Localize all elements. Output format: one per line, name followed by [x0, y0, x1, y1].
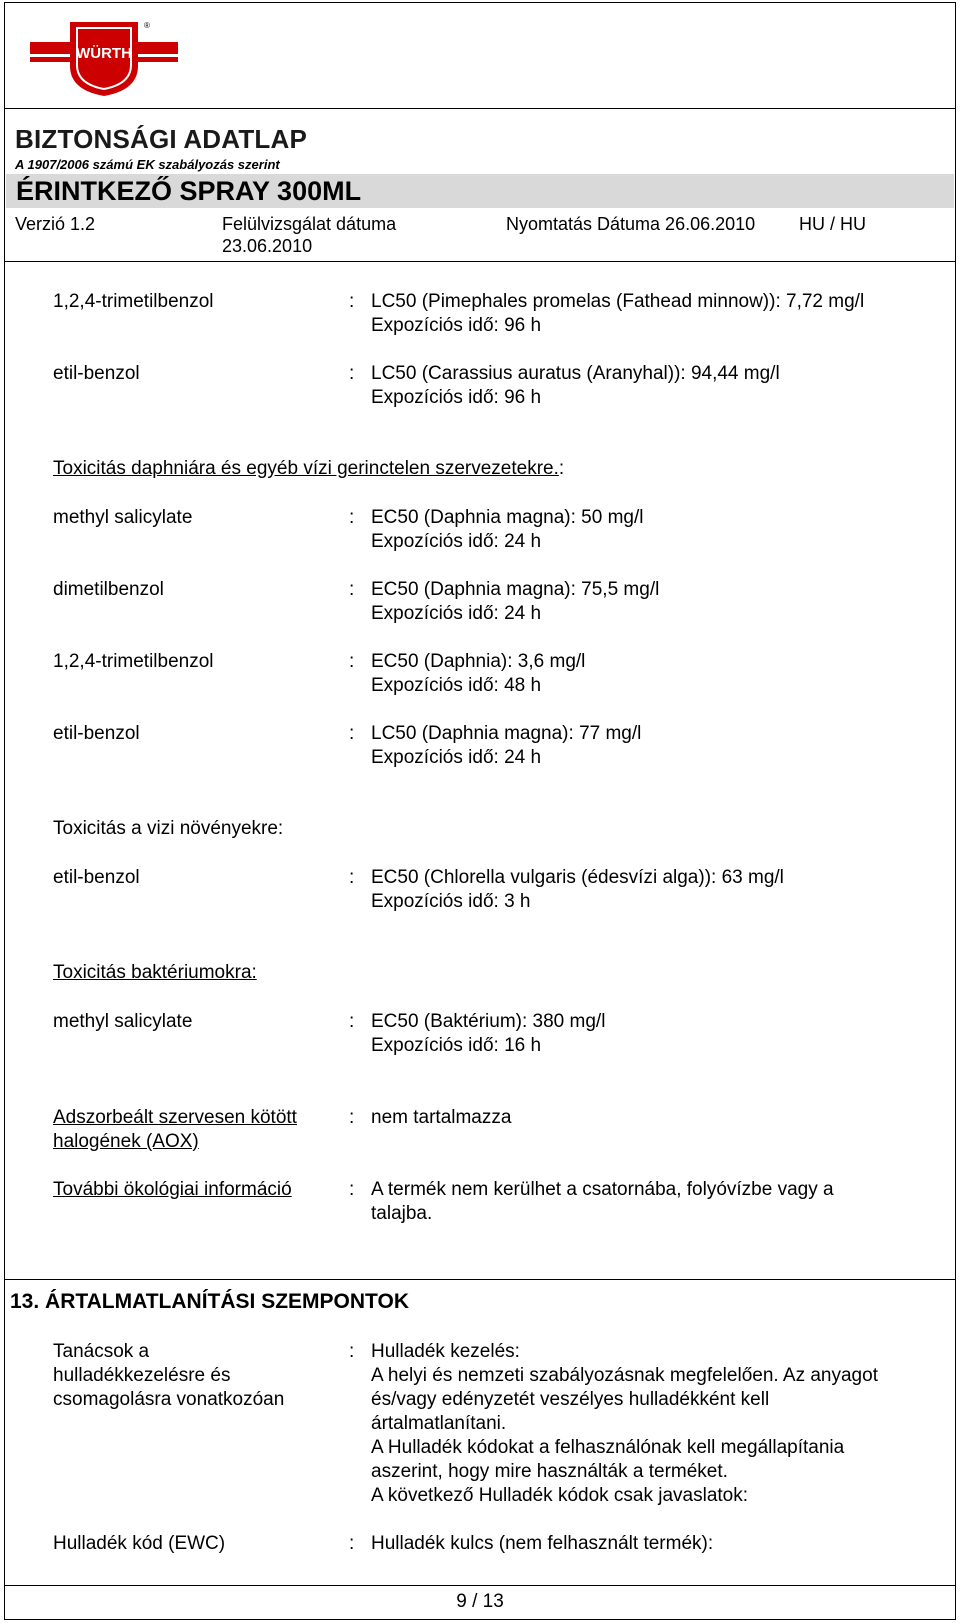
exposure-time: Expozíciós idő: 96 h — [371, 315, 542, 336]
waste-code-label: Hulladék kód (EWC) — [53, 1533, 226, 1554]
substance-name: etil-benzol — [53, 867, 140, 888]
toxicity-value: EC50 (Baktérium): 380 mg/l — [371, 1011, 606, 1032]
substance-name: 1,2,4-trimetilbenzol — [53, 291, 214, 312]
section-divider — [4, 1279, 956, 1280]
exposure-time: Expozíciós idő: 24 h — [371, 531, 542, 552]
toxicity-value: LC50 (Pimephales promelas (Fathead minnow)): 7,72 mg/l — [371, 291, 865, 312]
substance-name: methyl salicylate — [53, 507, 193, 528]
revision-label: Felülvizsgálat dátuma — [222, 214, 397, 234]
separator-colon: : — [349, 867, 355, 888]
toxicity-value: EC50 (Daphnia magna): 50 mg/l — [371, 507, 644, 528]
meta-divider — [4, 261, 956, 262]
svg-text:WÜRTH: WÜRTH — [76, 45, 132, 62]
separator-colon: : — [349, 507, 355, 528]
advice-value-line: és/vagy edényzetét veszélyes hulladékként kell — [371, 1389, 770, 1410]
exposure-time: Expozíciós idő: 48 h — [371, 675, 542, 696]
daphnia-heading-text: Toxicitás daphniára és egyéb vízi gerinctelen szervezetekre. — [53, 458, 559, 479]
waste-code-value: Hulladék kulcs (nem felhasznált termék): — [371, 1533, 714, 1554]
document-title: BIZTONSÁGI ADATLAP — [15, 124, 307, 154]
advice-value-line: A Hulladék kódokat a felhasználónak kell megállapítania — [371, 1437, 845, 1458]
separator-colon: : — [349, 1341, 355, 1362]
print-date: Nyomtatás Dátuma 26.06.2010 — [506, 214, 756, 234]
toxicity-value: EC50 (Chlorella vulgaris (édesvízi alga)): 63 mg/l — [371, 867, 784, 888]
advice-value-line: A következő Hulladék kódok csak javaslatok: — [371, 1485, 749, 1506]
toxicity-value: EC50 (Daphnia magna): 75,5 mg/l — [371, 579, 660, 600]
product-name-bar — [6, 174, 954, 208]
advice-value-line: aszerint, hogy mire használták a terméket. — [371, 1461, 728, 1482]
daphnia-heading — [53, 458, 564, 480]
page-number: 9 / 13 — [456, 1591, 504, 1612]
advice-value-line: A helyi és nemzeti szabályozásnak megfelelően. Az anyagot — [371, 1365, 878, 1386]
eco-info-value-line1: A termék nem kerülhet a csatornába, folyóvízbe vagy a — [371, 1179, 834, 1200]
advice-label-line: csomagolásra vonatkozóan — [53, 1389, 285, 1410]
version: Verzió 1.2 — [15, 214, 96, 234]
svg-text:®: ® — [144, 21, 150, 30]
exposure-time: Expozíciós idő: 3 h — [371, 891, 531, 912]
footer-divider — [4, 1585, 956, 1586]
aox-label-line1: Adszorbeált szervesen kötött — [53, 1107, 297, 1128]
bacteria-heading: Toxicitás baktériumokra: — [53, 962, 257, 983]
separator-colon: : — [349, 723, 355, 744]
separator-colon: : — [349, 291, 355, 312]
advice-label-line: hulladékkezelésre és — [53, 1365, 231, 1386]
separator-colon: : — [349, 579, 355, 600]
section-13-title: 13. ÁRTALMATLANÍTÁSI SZEMPONTOK — [10, 1290, 409, 1313]
revision-date: 23.06.2010 — [222, 236, 313, 256]
eco-info-value-line2: talajba. — [371, 1203, 433, 1224]
header-divider — [4, 108, 956, 109]
separator-colon: : — [349, 1107, 355, 1128]
substance-name: etil-benzol — [53, 723, 140, 744]
advice-value-line: ártalmatlanítani. — [371, 1413, 507, 1434]
substance-name: etil-benzol — [53, 363, 140, 384]
eco-info-label: További ökológiai információ — [53, 1179, 292, 1200]
exposure-time: Expozíciós idő: 24 h — [371, 603, 542, 624]
exposure-time: Expozíciós idő: 24 h — [371, 747, 542, 768]
aox-value: nem tartalmazza — [371, 1107, 512, 1128]
toxicity-value: LC50 (Carassius auratus (Aranyhal)): 94,44 mg/l — [371, 363, 780, 384]
substance-name: methyl salicylate — [53, 1011, 193, 1032]
exposure-time: Expozíciós idő: 96 h — [371, 387, 542, 408]
substance-name: dimetilbenzol — [53, 579, 164, 600]
language: HU / HU — [799, 214, 866, 234]
advice-value-line: Hulladék kezelés: — [371, 1341, 520, 1362]
plants-heading: Toxicitás a vizi növényekre: — [53, 818, 284, 839]
separator-colon: : — [349, 1011, 355, 1032]
exposure-time: Expozíciós idő: 16 h — [371, 1035, 542, 1056]
substance-name: 1,2,4-trimetilbenzol — [53, 651, 214, 672]
separator-colon: : — [349, 1533, 355, 1554]
toxicity-value: EC50 (Daphnia): 3,6 mg/l — [371, 651, 586, 672]
separator-colon: : — [349, 363, 355, 384]
advice-label-line: Tanácsok a — [53, 1341, 150, 1362]
aox-label-line2: halogének (AOX) — [53, 1131, 199, 1152]
product-name: ÉRINTKEZŐ SPRAY 300ML — [16, 176, 362, 206]
separator-colon: : — [349, 1179, 355, 1200]
separator-colon: : — [349, 651, 355, 672]
regulation-subtitle: A 1907/2006 számú EK szabályozás szerint — [15, 157, 280, 172]
toxicity-value: LC50 (Daphnia magna): 77 mg/l — [371, 723, 642, 744]
daphnia-heading-colon: : — [558, 458, 565, 479]
wurth-logo — [30, 18, 178, 98]
